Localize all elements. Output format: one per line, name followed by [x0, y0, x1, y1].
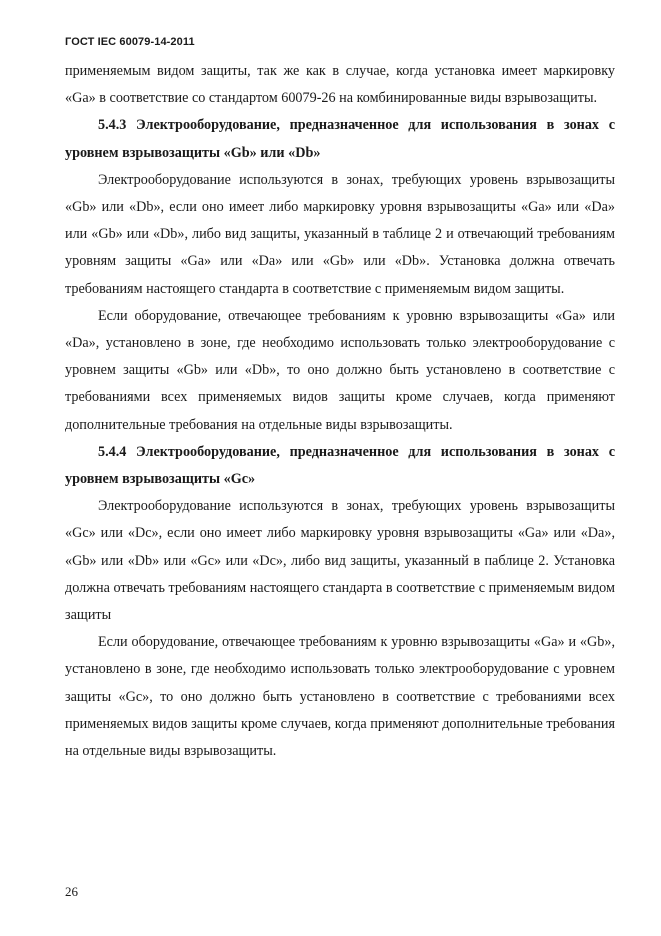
paragraph-5-4-4-exception: Если оборудование, отвечающее требованиям к уровню взрывозащиты «Ga» и «Gb», установлено в зоне, где необходимо использовать только электрооборудование с уровнем защиты «Gc», то оно должно быть установлено в соответствие с требованиями всех применяемых видов защиты кроме случаев, когда применяют дополнительные требования на отдельные виды взрывозащиты. — [65, 634, 615, 760]
paragraph-5-4-3-exception: Если оборудование, отвечающее требованиям к уровню взрывозащиты «Ga» или «Da», установлено в зоне, где необходимо использовать только электрооборудование с уровнем защиты «Gb» или «Db», то оно должно быть установлено в соответствие с требованиями всех применяемых видов защиты кроме случаев, когда применяют дополнительные требования на отдельные виды взрывозащиты. — [65, 307, 615, 433]
document-body — [65, 58, 615, 765]
document-header-code: ГОСТ IEC 60079-14-2011 — [65, 36, 195, 48]
section-heading-5-4-4: 5.4.4 Электрооборудование, предназначенное для использования в зонах с уровнем взрывозащиты «Gc» — [65, 443, 615, 488]
page-number: 26 — [65, 884, 78, 899]
paragraph-5-4-3-main: Электрооборудование используются в зонах, требующих уровень взрывозащиты «Gb» или «Db», если оно имеет либо маркировку уровня взрывозащиты «Ga» или «Da» или «Gb» или «Db», либо вид защиты, указанный в таблице 2 и отвечающий требованиям уровням защиты «Ga» или «Da» или «Gb» или «Db». Установка должна отвечать требованиям настоящего стандарта в соответствие с применяемым видом защиты. — [65, 171, 615, 297]
paragraph-continuation: применяемым видом защиты, так же как в случае, когда установка имеет маркировку «Ga» в соответствие со стандартом 60079-26 на комбинированные виды взрывозащиты. — [65, 63, 615, 107]
paragraph-5-4-4-main: Электрооборудование используются в зонах, требующих уровень взрывозащиты «Gc» или «Dc», если оно имеет либо маркировку уровня взрывозащиты «Ga» или «Da», «Gb» или «Db» или «Gc» или «Dc», либо вид защиты, указанный в паблице 2. Установка должна отвечать требованиям настоящего стандарта в соответствие с применяемым видом защиты — [65, 498, 615, 624]
section-heading-5-4-3: 5.4.3 Электрооборудование, предназначенное для использования в зонах с уровнем взрывозащиты «Gb» или «Db» — [65, 117, 615, 161]
